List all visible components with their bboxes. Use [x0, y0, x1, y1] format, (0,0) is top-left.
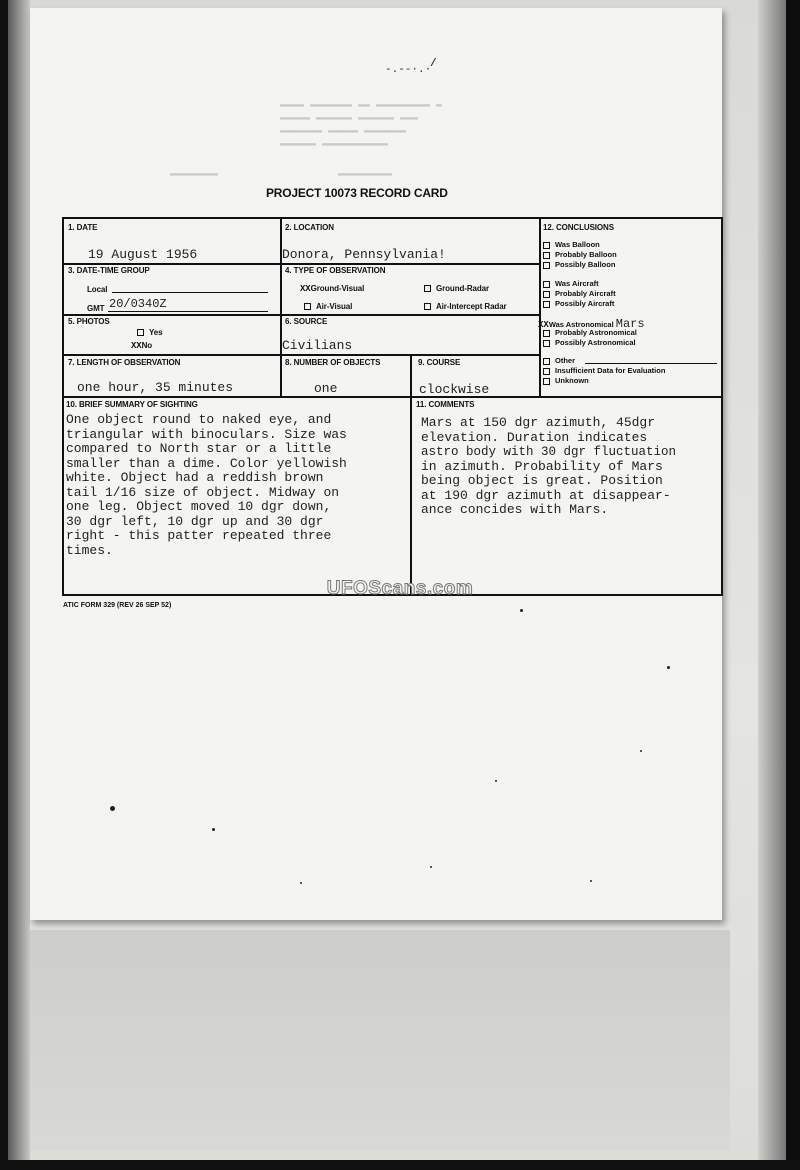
grid-line — [410, 354, 412, 594]
form-footer: ATIC FORM 329 (REV 26 SEP 52) — [63, 602, 172, 609]
photos-yes-option — [137, 328, 163, 337]
checkbox-icon — [543, 262, 550, 269]
length-label: 7. LENGTH OF OBSERVATION — [68, 358, 181, 367]
bottom-edge-border — [0, 1160, 800, 1170]
photos-yes-label: Yes — [149, 328, 163, 337]
checkbox-icon — [543, 358, 550, 365]
pencil-mark: -.--·.· — [385, 64, 432, 76]
summary-line: tail 1/16 size of object. Midway on — [66, 484, 340, 500]
ground-radar-option — [424, 284, 489, 293]
probably-astronomical-label: Probably Astronomical — [555, 328, 637, 337]
was-balloon-option — [543, 240, 600, 249]
local-underline — [112, 292, 268, 293]
scan-speck — [212, 828, 215, 831]
summary-line: 30 dgr left, 10 dgr up and 30 dgr — [66, 513, 324, 529]
scan-speck — [667, 666, 670, 669]
gmt-underline — [108, 311, 268, 312]
unknown-label: Unknown — [555, 376, 589, 385]
summary-line: One object round to naked eye, and — [66, 412, 332, 427]
probably-aircraft-label: Probably Aircraft — [555, 289, 616, 298]
insufficient-data-label: Insufficient Data for Evaluation — [555, 366, 666, 375]
scan-speck — [430, 866, 432, 868]
possibly-astronomical-label: Possibly Astronomical — [555, 338, 636, 347]
checkbox-icon — [137, 329, 144, 336]
comments-line: ance concides with Mars. — [421, 502, 609, 517]
comments-line: elevation. Duration indicates — [421, 429, 648, 445]
ground-radar-label: Ground-Radar — [436, 284, 490, 293]
comments-line: astro body with 30 dgr fluctuation — [421, 445, 677, 459]
gmt-label: GMT — [87, 304, 105, 313]
was-aircraft-label: Was Aircraft — [555, 279, 599, 288]
watermark: UFOScans.com — [326, 578, 474, 599]
date-label: 1. DATE — [68, 223, 98, 232]
possibly-aircraft-option — [543, 299, 614, 308]
datetime-group-label: 3. DATE-TIME GROUP — [68, 266, 150, 275]
photos-no-label: No — [141, 341, 153, 350]
source-label: 6. SOURCE — [285, 317, 328, 326]
summary-line: smaller than a dime. Color yellowish — [66, 455, 347, 471]
scan-speck — [300, 882, 302, 884]
air-intercept-radar-label: Air-Intercept Radar — [436, 302, 507, 311]
bleed-through-texture: ▬▬▬▬ ▬▬▬▬▬▬▬ ▬▬ ▬▬▬▬▬▬▬▬▬ ▬ ▬▬▬▬▬ ▬▬▬▬▬▬ ▬▬▬▬▬▬ ▬▬▬ ▬▬▬▬▬▬▬ ▬▬▬▬▬ ▬▬▬▬▬▬▬ ▬▬▬▬▬▬ ▬▬▬▬▬▬▬▬▬▬▬ — [280, 100, 443, 150]
was-astronomical-label: Was Astronomical — [548, 320, 614, 329]
summary-line: one leg. Object moved 10 dgr down, — [66, 499, 332, 514]
checkbox-icon — [543, 368, 550, 375]
length-value: one hour, 35 minutes — [77, 380, 234, 395]
possibly-astronomical-option — [543, 338, 636, 347]
location-label: 2. LOCATION — [285, 223, 334, 232]
possibly-aircraft-label: Possibly Aircraft — [555, 299, 615, 308]
was-aircraft-option — [543, 279, 599, 288]
comments-line: Mars at 150 dgr azimuth, 45dgr — [421, 415, 656, 430]
checked-mark: XX — [300, 284, 311, 294]
gmt-value: 20/0340Z — [109, 297, 167, 311]
checkbox-icon — [543, 281, 550, 288]
scan-speck — [110, 806, 115, 811]
scan-speck — [495, 780, 497, 782]
grid-line — [64, 354, 540, 356]
scan-speck — [520, 609, 523, 612]
air-visual-label: Air-Visual — [316, 302, 353, 311]
possibly-balloon-label: Possibly Balloon — [555, 260, 616, 269]
checkbox-icon — [543, 301, 550, 308]
summary-line: times. — [66, 542, 113, 558]
date-value: 19 August 1956 — [88, 247, 198, 262]
grid-line — [64, 263, 539, 265]
insufficient-data-option — [543, 366, 665, 375]
photos-no-option — [131, 341, 152, 351]
probably-aircraft-option — [543, 289, 616, 298]
summary-label: 10. BRIEF SUMMARY OF SIGHTING — [66, 400, 198, 409]
comments-line: being object is great. Position — [421, 473, 663, 488]
other-underline — [585, 363, 717, 364]
probably-astronomical-option — [543, 328, 637, 337]
air-visual-option — [304, 302, 352, 311]
summary-line: right - this patter repeated three — [66, 528, 332, 543]
conclusions-label: 12. CONCLUSIONS — [543, 223, 614, 232]
summary-line: white. Object had a reddish brown — [66, 470, 324, 485]
location-value: Donora, Pennsylvania! — [282, 247, 446, 262]
probably-balloon-option — [543, 250, 617, 259]
summary-text — [66, 413, 409, 558]
local-label: Local — [87, 285, 108, 294]
comments-text — [421, 416, 721, 518]
underlying-page — [30, 930, 730, 1150]
checkbox-icon — [543, 330, 550, 337]
checkbox-icon — [424, 303, 431, 310]
checkbox-icon — [304, 303, 311, 310]
comments-line: in azimuth. Probability of Mars — [421, 458, 663, 474]
bleed-through-texture: ▬▬▬▬▬▬▬▬ ▬▬▬▬▬▬▬▬▬ — [170, 169, 393, 180]
card-title: PROJECT 10073 RECORD CARD — [266, 186, 448, 200]
scan-speck — [590, 880, 592, 882]
checkbox-icon — [424, 285, 431, 292]
comments-label: 11. COMMENTS — [416, 400, 475, 409]
type-of-observation-label: 4. TYPE OF OBSERVATION — [285, 266, 386, 275]
possibly-balloon-option — [543, 260, 615, 269]
scan-speck — [640, 750, 642, 752]
summary-line: triangular with binoculars. Size was — [66, 426, 347, 442]
ground-visual-label: Ground-Visual — [310, 284, 365, 293]
course-value: clockwise — [419, 382, 490, 397]
checkbox-icon — [543, 252, 550, 259]
ground-visual-option — [300, 284, 364, 294]
checkbox-icon — [543, 291, 550, 298]
grid-line — [280, 219, 282, 397]
course-label: 9. COURSE — [418, 358, 461, 367]
comments-line: at 190 dgr azimuth at disappear- — [421, 487, 671, 503]
pencil-mark: / — [430, 58, 437, 70]
checkbox-icon — [543, 378, 550, 385]
grid-line — [64, 396, 721, 398]
num-objects-label: 8. NUMBER OF OBJECTS — [285, 358, 381, 367]
photos-label: 5. PHOTOS — [68, 317, 110, 326]
other-label: Other — [555, 356, 576, 365]
checkbox-icon — [543, 242, 550, 249]
astronomical-note: Mars — [615, 317, 645, 331]
probably-balloon-label: Probably Balloon — [555, 250, 617, 259]
summary-line: compared to North star or a little — [66, 441, 332, 456]
source-value: Civilians — [282, 338, 353, 353]
checked-mark: XX — [538, 320, 549, 330]
air-intercept-radar-option — [424, 302, 507, 311]
grid-line — [539, 219, 541, 397]
grid-line — [64, 314, 540, 316]
checked-mark: XX — [131, 341, 142, 351]
num-objects-value: one — [314, 381, 338, 396]
was-balloon-label: Was Balloon — [555, 240, 600, 249]
other-option — [543, 356, 575, 365]
unknown-option — [543, 376, 589, 385]
checkbox-icon — [543, 340, 550, 347]
